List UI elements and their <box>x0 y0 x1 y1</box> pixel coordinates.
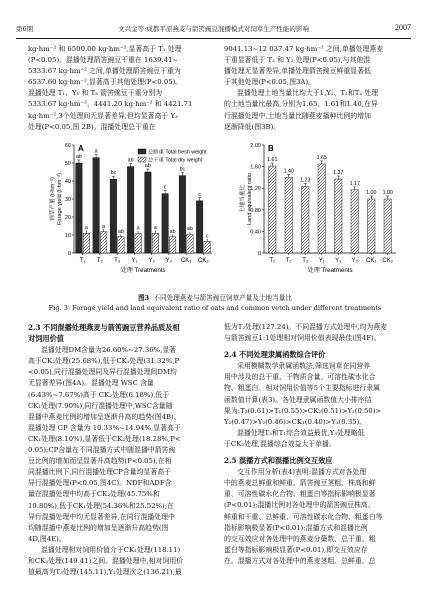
bar-dry-weight <box>204 241 211 253</box>
text-line: 处理(P<0.05,图 2B)。混播处理总干重在 <box>28 122 156 131</box>
y-tick-label: 60 <box>64 143 71 149</box>
text-line: 值最高为T₃处理(145.11),Y₁处理次之(136.21),最 <box>28 568 182 577</box>
legend-swatch-dry <box>138 157 146 162</box>
text-line: 在。混播方式对各处理中的燕麦茎粗、总鲜重、总 <box>224 556 376 565</box>
bar-ler <box>368 199 376 253</box>
caption-en: Fig. 3 Forage yield and land equivalent ratio of oats and common vetch under different treatments <box>48 304 382 312</box>
y-tick-label: 0 <box>257 251 261 257</box>
significance-label: c <box>205 233 209 240</box>
section-heading-2-3: 2.3 不同混播处理燕麦与箭筈豌豆营养品质及相 <box>28 323 180 332</box>
y-tick-label: 1.60 <box>250 164 261 171</box>
caption-cn: 图3 不同处理燕麦与箭筈豌豆饲草产量及土地当量比 <box>138 294 292 302</box>
data-label: 1.00 <box>366 190 377 196</box>
significance-label: ab <box>117 228 124 235</box>
text-line: (P<0.01);混播比例对各处理中的箭筈豌豆株高、 <box>224 501 375 510</box>
legend-swatch-fresh <box>138 149 146 154</box>
text-line: 逐渐降低(图3B)。 <box>224 122 281 131</box>
y-tick-label: 20 <box>64 215 71 221</box>
text-line: Y₂(0.47)>Y₂(0.46)>CK₁(0.40)>Y₃(0.35)。 <box>224 417 367 426</box>
text-line: 均随混播中燕麦比例的增加呈逐渐升高趋势(图 <box>28 523 169 532</box>
article-title-header: 文兴金等:成都平原燕麦与箭筈豌豆混播模式对饲草生产性能的影响 <box>118 25 309 33</box>
text-line: 豆比例的增加而呈显著升高趋势(P<0.05),在相 <box>28 457 172 466</box>
page-number: 2007 <box>395 23 411 32</box>
y-tick-label: 0.40 <box>250 229 261 236</box>
section-heading-2-3-cont: 对饲用价值 <box>28 334 64 344</box>
bar-dry-weight <box>152 233 159 253</box>
bar-fresh-weight <box>127 167 134 253</box>
y-axis-label: 饲草产量 (t·hm⁻²) <box>50 177 56 221</box>
bar-fresh-weight <box>162 194 169 253</box>
left-body-column <box>28 322 208 578</box>
text-line: kg·hm⁻²,3个处理间无显著差异,但均显著高于 Y₃ <box>28 111 178 120</box>
x-tick-label: CK₁ <box>366 258 377 264</box>
significance-label: ab <box>144 163 151 169</box>
x-tick-label: T₃ <box>302 258 309 264</box>
running-header <box>16 24 411 36</box>
x-tick-label: Y₂ <box>148 258 155 264</box>
significance-label: bc <box>179 166 186 173</box>
bar-fresh-weight <box>76 163 83 253</box>
text-line: 果为:T₃(0.61)>T₁(0.55)>CK₂(0.51)>Y₁(0.50)> <box>224 406 382 415</box>
bar-ler <box>269 166 277 253</box>
text-line: 的交互效应对各处理中的燕麦分蘖数、总干重、粗 <box>224 534 376 543</box>
text-line: 行混播处理中,土地当量比随燕麦播种比例的增加 <box>224 111 371 120</box>
significance-label: ab <box>186 226 193 233</box>
text-line: 混播处理土地当量比均大于1,Y₁、T₁和T₂ 处理 <box>237 89 379 98</box>
bar-ler <box>335 179 343 253</box>
text-line: (P<0.05)。混播处理箭筈豌豆干重在 1639.41~ <box>28 56 179 65</box>
significance-label: c <box>163 184 167 191</box>
bar-fresh-weight <box>196 201 203 253</box>
x-tick-label: T₃ <box>114 258 121 264</box>
data-label: 1.23 <box>300 177 311 184</box>
y-tick-label: 30 <box>64 197 71 203</box>
x-tick-label: T₁ <box>269 258 276 264</box>
bar-ler <box>285 177 293 253</box>
text-line: 异行混播处理(P<0.05,图4C)。NDF和ADF含 <box>28 479 172 488</box>
data-label: 1.37 <box>333 170 344 177</box>
text-line: 量在混播处理中均高于CK₂处理(45.75%和 <box>28 490 160 499</box>
y-axis-label-en: Land equivalent ratio <box>247 173 253 225</box>
data-label: 1.00 <box>382 190 393 196</box>
y-axis-label: 土地当量比 <box>240 185 246 213</box>
text-line: 交互作用分析(表4)表明:混播方式对各处理 <box>237 468 367 477</box>
x-tick-label: Y₂ <box>335 258 342 264</box>
text-line: CK₁处理(7.90%),同行混播处理中,WSC含量随 <box>28 401 173 410</box>
text-line: 用中涉及的总干重、干物质含量、可溶性碳水化合 <box>224 373 376 382</box>
figure-caption <box>28 293 402 313</box>
text-line: 干重显著低于 T₂ 和 Y₂ 处理(P<0.05),与其他混 <box>224 56 371 65</box>
x-tick-label: T₁ <box>79 258 86 264</box>
text-line: 采用模糊数学隶属函数法,筛选饲草在同营养 <box>237 362 371 371</box>
y-tick-label: 1.20 <box>250 186 261 193</box>
x-tick-label: CK₂ <box>198 258 209 264</box>
text-line: 混播处理 T₁、Y₁ 和 T₃ 箭筈豌豆干重分别为 <box>28 89 163 98</box>
bar-fresh-weight <box>93 158 100 253</box>
significance-label: a <box>94 148 98 155</box>
text-line: 混播处理 CP 含量为 10.33%~14.94%,显著高于 <box>28 423 181 432</box>
bar-fresh-weight <box>110 179 117 253</box>
x-tick-label: T₂ <box>285 258 292 264</box>
x-tick-label: Y₁ <box>131 258 138 264</box>
bar-fresh-weight <box>145 172 152 253</box>
significance-label: a <box>136 225 140 232</box>
text-line: 指标影响极显著(P<0.01);混播方式和混播比例 <box>224 523 368 532</box>
text-line: 于CK₂处理,混播综合效益大于单播。 <box>224 439 336 448</box>
section-heading-2-5: 2.5 混播方式和混播比例交互效应 <box>224 456 333 466</box>
text-line: 混播处理T₃和T₁综合效益最优,Y₃处理略低 <box>237 428 365 437</box>
significance-label: a <box>84 225 88 232</box>
bar-dry-weight <box>169 237 176 253</box>
text-line: 于其他处理(P<0.05,图3A)。 <box>224 78 315 87</box>
bar-dry-weight <box>187 234 194 253</box>
legend-label-fresh: 总鲜重 Total fresh weight <box>148 149 207 156</box>
y-tick-label: 0.80 <box>250 207 261 214</box>
significance-label: bc <box>110 170 117 177</box>
text-line: 函数值计算(表3)。各处理隶属函数值大小排序结 <box>224 395 372 404</box>
text-line: 播处理无显著差异,单播处理箭筈豌豆鲜重显著低 <box>224 67 371 76</box>
right-body-column <box>224 322 404 567</box>
text-line: 异行混播处理中均无显著差异,在同行混播处理中 <box>28 512 175 521</box>
y-tick-label: 40 <box>64 179 71 185</box>
y-tick-label: 50 <box>64 161 71 167</box>
text-line: 混播处理相对饲用价值介于CK₁处理(118.11) <box>41 545 181 554</box>
section-heading-2-4: 2.4 不同处理隶属函数综合评价 <box>224 350 326 360</box>
text-line: 鲜重和干重、总鲜重、可溶性碳水化合物、粗蛋白等 <box>224 512 383 521</box>
text-line: 19.80%),低于CK₁处理(54.36%和25.52%),在 <box>28 501 174 510</box>
text-line: 6537.60 kg·hm⁻²,显著高于其他处理(P<0.05)。 <box>28 78 183 87</box>
y-axis-label-en: Forage yield (t·hm⁻²) <box>57 172 63 226</box>
text-line: (6.43%~7.67%)高于 CK₂处理(6.18%),低于 <box>28 390 170 399</box>
panel-label: B <box>268 144 274 153</box>
bar-ler <box>302 187 310 253</box>
bar-dry-weight <box>118 237 125 253</box>
x-tick-label: T₂ <box>96 258 103 264</box>
text-line: 物、粗蛋白、相对饲用价值等5个主要指标进行隶属 <box>224 384 380 393</box>
text-line: 5333.67 kg·hm⁻²、4441.20 kg·hm⁻² 和 4421.71 <box>28 100 193 109</box>
text-line: 5333.67 kg·hm⁻² 之间,单播处理箭筈豌豆干重为 <box>28 67 181 76</box>
bar-dry-weight <box>83 233 90 253</box>
x-tick-label: CK₂ <box>382 258 394 264</box>
text-line: 和CK₂处理(149.41)之间。混播处理中,相对饲用价 <box>28 556 184 565</box>
x-tick-label: CK₁ <box>180 258 192 264</box>
text-line: 重、可溶性碳水化合物、粗蛋白等指标影响极显著 <box>224 490 376 499</box>
legend-label-dry: 总干重 Total dry weight <box>148 157 203 164</box>
text-line: 混播处理DM含量为26.60%~27.36%,显著 <box>41 346 177 355</box>
figure-3 <box>28 133 402 293</box>
data-label: 1.61 <box>267 157 278 164</box>
text-line: 4D,图4E)。 <box>28 534 66 543</box>
intro-right-column <box>224 44 404 133</box>
significance-label: ab <box>75 154 82 160</box>
text-line: 的土地当量比最高,分别为1.65、1.61和1.40,在异 <box>224 100 378 109</box>
text-line: CK₁处理(8.10%),显著低于CK₂处理(18.28%,P< <box>28 434 181 443</box>
x-tick-label: Y₃ <box>165 258 173 264</box>
text-line: 无显著差异(图4A)。混播处理 WSC 含量 <box>28 379 154 388</box>
text-line: 与箭筈豌豆1:1处理相对饲用价值表现最佳(图4F)。 <box>224 334 381 343</box>
text-line: 0.05);CP含量在不同混播方式中随混播中箭筈豌 <box>28 446 176 455</box>
text-line: kg·hm⁻² 和 6500.00 kg·hm⁻²,显著高于 T₁ 处理 <box>28 45 182 53</box>
text-line: 低为T₂处理(127.24)。不同混播方式处理中,均为燕麦 <box>224 323 388 331</box>
text-line: 9041.13~12 037.47 kg·hm⁻² 之间,单播处理燕麦 <box>224 45 384 53</box>
significance-label: a <box>153 225 157 232</box>
y-tick-label: 10 <box>64 233 71 239</box>
text-line: 同混播比例下,同行混播处理CP含量均显著高于 <box>28 468 172 477</box>
header-rule <box>16 38 411 39</box>
x-axis-label: 处理 Treatments <box>307 267 353 274</box>
bar-fresh-weight <box>179 176 186 253</box>
y-tick-label: 0 <box>67 251 71 257</box>
text-line: 高于CK₂处理(25.68%),低于CK₁处理(31.32%,P <box>28 357 180 366</box>
text-line: 混播中燕麦比例的增加呈逐渐升高的趋势(图4B)。 <box>28 412 181 421</box>
data-label: 1.65 <box>316 154 327 161</box>
data-label: 1.17 <box>349 180 360 187</box>
text-line: <0.05),同行混播处理同及异行混播处理间DM均 <box>28 368 177 377</box>
significance-label: a <box>102 223 106 230</box>
bar-ler <box>351 190 359 253</box>
bar-ler <box>318 164 326 253</box>
bar-dry-weight <box>135 234 142 253</box>
bar-dry-weight <box>100 232 107 253</box>
data-label: 1.40 <box>283 168 294 175</box>
significance-label: ab <box>169 228 176 235</box>
x-axis-label: 处理 Treatments <box>120 267 166 274</box>
issue-label: 第6期 <box>16 25 34 33</box>
text-line: 中的燕麦总鲜重和鲜重、箭筈豌豆茎粗、株高和鲜 <box>224 479 376 488</box>
significance-label: ab <box>127 157 134 164</box>
significance-label: c <box>198 191 201 198</box>
bar-ler <box>384 199 392 253</box>
text-line: 蛋白等指标影响极显著(P<0.01),即交互效应存 <box>224 545 368 554</box>
x-tick-label: Y₃ <box>351 258 358 264</box>
x-tick-label: Y₁ <box>318 258 325 264</box>
panel-label: A <box>78 144 84 153</box>
y-tick-label: 2.00 <box>250 143 261 149</box>
intro-left-column <box>28 44 208 133</box>
